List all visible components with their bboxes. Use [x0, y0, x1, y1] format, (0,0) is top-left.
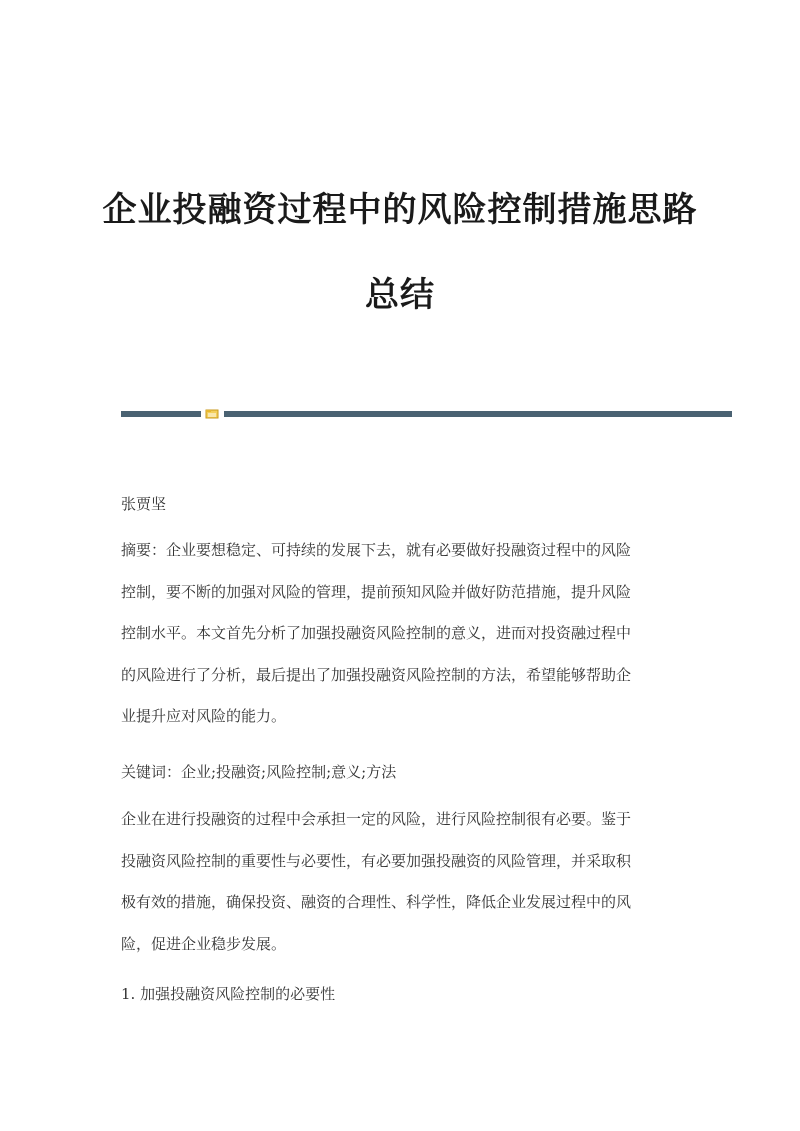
folder-icon: [205, 409, 219, 419]
abstract-line: 的风险进行了分析，最后提出了加强投融资风险控制的方法，希望能够帮助企: [121, 665, 632, 684]
divider-left-segment: [121, 411, 201, 417]
title-divider: [121, 409, 732, 417]
abstract-line: 控制，要不断的加强对风险的管理，提前预知风险并做好防范措施，提升风险: [121, 582, 632, 601]
divider-right-segment: [224, 411, 732, 417]
document-title-line-1: 企业投融资过程中的风险控制措施思路: [102, 190, 698, 230]
abstract-line: 摘要：企业要想稳定、可持续的发展下去，就有必要做好投融资过程中的风险: [121, 541, 632, 559]
body-paragraph: [121, 799, 681, 965]
body-line: 企业在进行投融资的过程中会承担一定的风险，进行风险控制很有必要。鉴于: [121, 810, 632, 828]
section-heading: 1. 加强投融资风险控制的必要性: [121, 985, 336, 1003]
abstract-line: 控制水平。本文首先分析了加强投融资风险控制的意义，进而对投资融过程中: [121, 624, 632, 642]
keywords-line: [121, 752, 681, 794]
body-line: 极有效的措施，确保投资、融资的合理性、科学性，降低企业发展过程中的风: [121, 893, 632, 911]
author-name: 张贾坚: [121, 495, 167, 513]
abstract-line: 业提升应对风险的能力。: [121, 707, 287, 725]
abstract-paragraph: [121, 530, 681, 738]
body-line: 投融资风险控制的重要性与必要性，有必要加强投融资的风险管理，并采取积: [121, 851, 632, 870]
body-line: 险，促进企业稳步发展。: [121, 934, 287, 953]
keywords-text: 关键词：企业;投融资;风险控制;意义;方法: [121, 763, 397, 781]
document-title-line-2: 总结: [365, 275, 435, 315]
